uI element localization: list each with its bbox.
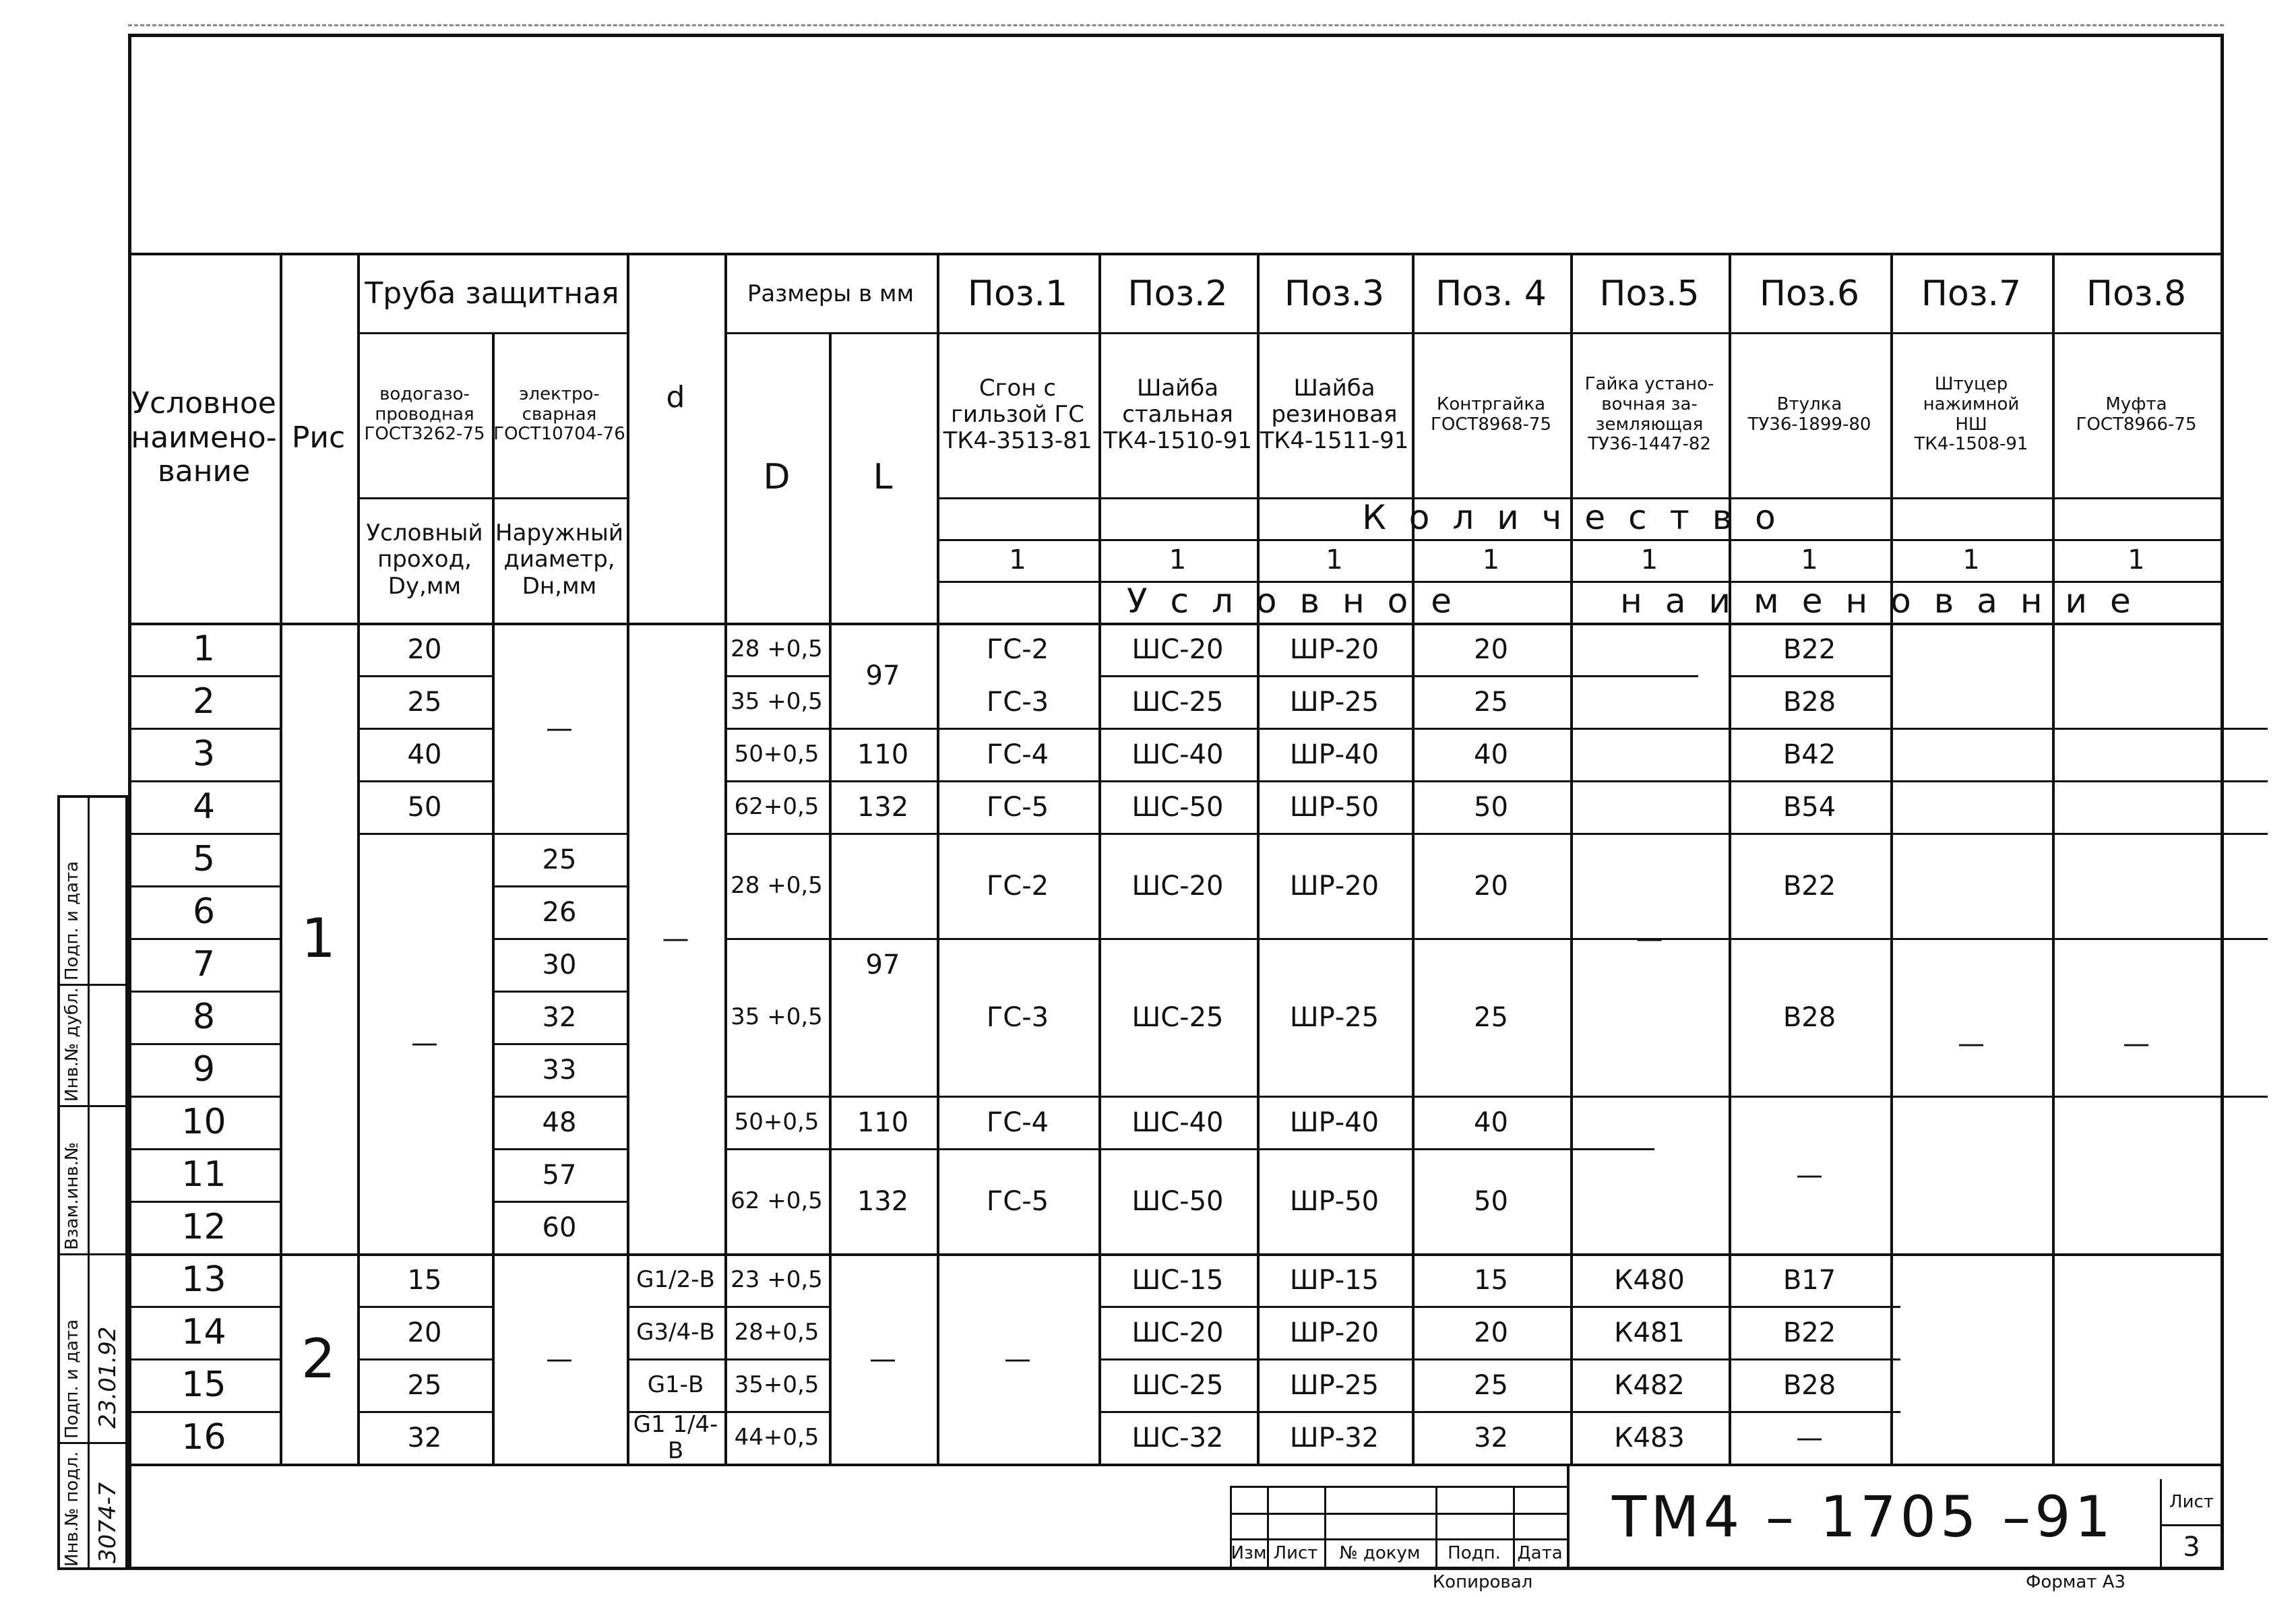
qty-4: 1 (1482, 544, 1500, 575)
row-name: 12 (181, 1207, 226, 1248)
pos4-cell: 20 (1474, 634, 1508, 665)
pos5-cell: К482 (1614, 1370, 1685, 1401)
pos4-cell: 40 (1474, 739, 1508, 770)
pipe-header: Труба защитная (365, 276, 619, 311)
pos2-cell: ШС-15 (1131, 1265, 1224, 1296)
pos2-cell: ШС-40 (1131, 1107, 1224, 1138)
pos-3-name: Шайба резиновая ТК4-1511-91 (1260, 374, 1409, 455)
pipe-b2-header: Наружный диаметр, Dн,мм (495, 520, 623, 600)
pos3-cell: ШР-40 (1289, 1107, 1379, 1138)
pos6-cell: В54 (1782, 792, 1836, 823)
pos3-cell: ШР-25 (1289, 1370, 1379, 1401)
pos-4-name: Контргайка ГОСТ8968-75 (1431, 394, 1551, 435)
pos5-cell: К483 (1614, 1422, 1685, 1453)
pos3-cell: ШР-20 (1289, 1317, 1379, 1348)
qty-6: 1 (1801, 544, 1818, 575)
pos-8-header: Поз.8 (2086, 273, 2187, 314)
sheet-number: 3 (2183, 1532, 2200, 1563)
pos6-cell: В22 (1782, 871, 1836, 902)
pos-7-name: Штуцер нажимной НШ ТК4-1508-91 (1914, 373, 2028, 455)
pos2-cell: ШС-25 (1131, 687, 1224, 718)
pos-1-header: Поз.1 (967, 273, 1068, 314)
pos6-dash: — (1796, 1422, 1823, 1453)
row-name: 3 (192, 734, 216, 775)
pos7-dash: — (1958, 1028, 1985, 1059)
pos1-cell: ГС-5 (986, 792, 1049, 823)
pos2-cell: ШС-40 (1131, 739, 1224, 770)
pos4-cell: 32 (1474, 1422, 1508, 1453)
ris-2: 2 (301, 1327, 336, 1390)
side-label-podp-data: Подп. и дата (62, 860, 82, 980)
d-cell: G3/4-В (636, 1319, 715, 1346)
pos2-cell: ШС-20 (1131, 1317, 1224, 1348)
top-dashed-line (128, 24, 2224, 26)
qty-5: 1 (1640, 544, 1658, 575)
pos-8-name: Муфта ГОСТ8966-75 (2076, 394, 2197, 435)
L-cell: 132 (857, 792, 909, 823)
row-name: 4 (192, 786, 216, 827)
side-label-vzam: Взам.инв.№ (62, 1142, 82, 1250)
d-cell: G1/2-В (636, 1266, 715, 1294)
pos4-cell: 40 (1474, 1107, 1508, 1138)
pos3-cell: ШР-50 (1289, 792, 1379, 823)
pos3-cell: ШР-40 (1289, 739, 1379, 770)
pos-2-name: Шайба стальная ТК4-1510-91 (1103, 374, 1252, 455)
pos-7-header: Поз.7 (1921, 273, 2022, 314)
side-label-inv-dubl: Инв.№ дубл. (62, 987, 82, 1102)
D-cell: 28 +0,5 (731, 872, 823, 900)
pos6-cell: В28 (1782, 1002, 1836, 1033)
pos-6-name: Втулка ТУ36-1899-80 (1747, 394, 1871, 435)
pos2-cell: ШС-50 (1131, 792, 1224, 823)
pos6-cell: В22 (1782, 1317, 1836, 1348)
D-cell: 50+0,5 (734, 1108, 819, 1136)
dy-cell: 20 (407, 1317, 442, 1348)
D-cell: 35 +0,5 (731, 688, 823, 716)
dy-cell: 32 (407, 1422, 442, 1453)
pos-6-header: Поз.6 (1759, 273, 1860, 314)
L-column-header: L (873, 456, 893, 497)
pos3-cell: ШР-50 (1289, 1186, 1379, 1217)
D-cell: 35+0,5 (734, 1371, 819, 1399)
row-name: 14 (181, 1312, 226, 1353)
row-name: 10 (181, 1102, 226, 1143)
row-name: 6 (192, 891, 216, 933)
pos3-cell: ШР-20 (1289, 871, 1379, 902)
table-top-line (128, 253, 2224, 255)
pos6-cell: В28 (1782, 1370, 1836, 1401)
pos4-cell: 50 (1474, 1186, 1508, 1217)
D-column-header: D (763, 456, 790, 497)
d-cell: G1 1/4-В (633, 1410, 718, 1464)
row-name: 9 (192, 1049, 216, 1090)
pipe-a2-header: Условный проход, Dу,мм (366, 520, 483, 600)
pos6-cell: В22 (1782, 634, 1836, 665)
dn-cell: 25 (542, 844, 577, 875)
row-name: 11 (181, 1154, 226, 1195)
row-name: 7 (192, 944, 216, 985)
side-sign-date: 23.01.92 (94, 1326, 121, 1429)
dims-header: Размеры в мм (747, 280, 914, 307)
pos-5-name: Гайка устано- вочная за- земляющая ТУ36-1447-82 (1584, 373, 1714, 455)
dn-cell: 26 (542, 897, 577, 928)
pos-3-header: Поз.3 (1284, 273, 1385, 314)
pipe-a-header: водогазо- проводная ГОСТ3262-75 (364, 383, 485, 445)
pos-4-header: Поз. 4 (1435, 273, 1547, 314)
pos6-dash: — (1796, 1160, 1823, 1191)
d-dash: — (662, 923, 689, 954)
L-dash: — (869, 1344, 896, 1375)
pos4-cell: 25 (1474, 687, 1508, 718)
D-cell: 62+0,5 (734, 793, 819, 821)
D-cell: 62 +0,5 (731, 1187, 823, 1215)
qty-1: 1 (1009, 544, 1026, 575)
dy-cell: 40 (407, 739, 442, 770)
side-inv-number: 3074-7 (94, 1482, 121, 1563)
pos3-cell: ШР-25 (1289, 687, 1379, 718)
row-name: 15 (181, 1365, 226, 1406)
qty-8: 1 (2128, 544, 2145, 575)
stamp-col-podp: Подп. (1448, 1543, 1501, 1564)
stamp-col-dokum: № докум (1339, 1543, 1421, 1564)
pos1-cell: ГС-5 (986, 1186, 1049, 1217)
pos3-cell: ШР-25 (1289, 1002, 1379, 1033)
pos2-cell: ШС-50 (1131, 1186, 1224, 1217)
D-cell: 50+0,5 (734, 741, 819, 768)
d-cell: G1-В (647, 1371, 704, 1399)
pos2-cell: ШС-32 (1131, 1422, 1224, 1453)
pos1-cell: ГС-2 (986, 634, 1049, 665)
dn-cell: 33 (542, 1055, 577, 1086)
D-cell: 28+0,5 (734, 1319, 819, 1346)
uslovnoe-label: Условное (1126, 582, 1475, 621)
naimenovanie-label: наименование (1620, 582, 2154, 621)
sheet-label: Лист (2169, 1492, 2214, 1513)
L-cell: 110 (857, 1107, 909, 1138)
side-label-podp-data-2: Подп. и дата (62, 1319, 82, 1439)
D-cell: 35 +0,5 (731, 1003, 823, 1031)
D-cell: 28 +0,5 (731, 635, 823, 663)
pos-2-header: Поз.2 (1127, 273, 1228, 314)
row-name: 5 (192, 839, 216, 880)
format-label: Формат А3 (2025, 1572, 2126, 1593)
pos3-cell: ШР-15 (1289, 1265, 1379, 1296)
row-name: 13 (181, 1259, 226, 1301)
dy-cell: 25 (407, 1370, 442, 1401)
pos2-cell: ШС-25 (1131, 1370, 1224, 1401)
dn-cell: 32 (542, 1002, 577, 1033)
stamp-col-list: Лист (1273, 1543, 1318, 1564)
pos3-cell: ШР-20 (1289, 634, 1379, 665)
pos4-cell: 20 (1474, 1317, 1508, 1348)
pos4-cell: 25 (1474, 1370, 1508, 1401)
pos-1-name: Сгон с гильзой ГС ТК4-3513-81 (943, 374, 1092, 455)
ris-column-header: Рис (291, 420, 346, 455)
pos1-cell: ГС-3 (986, 687, 1049, 718)
name-column-header: Условное наимено- вание (131, 386, 277, 489)
L-cell: 110 (857, 739, 909, 770)
D-cell: 44+0,5 (734, 1424, 819, 1451)
document-number: ТМ4 – 1705 –91 (1612, 1483, 2115, 1550)
stamp-col-data: Дата (1517, 1543, 1563, 1564)
dn-cell: 48 (542, 1107, 577, 1138)
pos4-cell: 20 (1474, 871, 1508, 902)
pos4-cell: 25 (1474, 1002, 1508, 1033)
ris-1: 1 (301, 907, 336, 970)
dy-dash: — (411, 1028, 438, 1059)
row-name: 16 (181, 1417, 226, 1458)
dn-cell: 30 (542, 949, 577, 980)
pos5-dash: — (1636, 923, 1663, 954)
qty-3: 1 (1326, 544, 1343, 575)
pos8-dash: — (2123, 1028, 2150, 1059)
side-label-inv-podl: Инв.№ подл. (62, 1451, 82, 1567)
pos6-cell: В17 (1782, 1265, 1836, 1296)
row-name: 1 (192, 629, 216, 670)
dy-cell: 50 (407, 792, 442, 823)
dn-dash: — (546, 713, 573, 744)
stamp-col-izm: Изм (1231, 1543, 1267, 1564)
qty-7: 1 (1962, 544, 1980, 575)
dn-cell: 60 (542, 1212, 577, 1243)
dy-cell: 15 (407, 1265, 442, 1296)
pos6-cell: В28 (1782, 687, 1836, 718)
L-cell: 97 (865, 949, 900, 980)
pos2-cell: ШС-20 (1131, 634, 1224, 665)
pos1-cell: ГС-4 (986, 739, 1049, 770)
kolichestvo-label: Количество (1362, 498, 1799, 538)
L-cell: 97 (865, 660, 900, 691)
pos1-cell: ГС-4 (986, 1107, 1049, 1138)
copied-label: Копировал (1432, 1572, 1533, 1593)
dn-dash: — (546, 1344, 573, 1375)
pipe-b-header: электро- сварная ГОСТ10704-76 (493, 383, 625, 445)
L-cell: 132 (857, 1186, 909, 1217)
pos5-cell: К481 (1614, 1317, 1685, 1348)
dy-cell: 25 (407, 687, 442, 718)
row-name: 8 (192, 997, 216, 1038)
row-name: 2 (192, 681, 216, 722)
pos4-cell: 15 (1474, 1265, 1508, 1296)
pos2-cell: ШС-25 (1131, 1002, 1224, 1033)
d-column-header: d (666, 379, 685, 414)
D-cell: 23 +0,5 (731, 1266, 823, 1294)
dy-cell: 20 (407, 634, 442, 665)
dn-cell: 57 (542, 1160, 577, 1191)
pos4-cell: 50 (1474, 792, 1508, 823)
pos1-cell: ГС-2 (986, 871, 1049, 902)
qty-2: 1 (1169, 544, 1187, 575)
pos1-cell: ГС-3 (986, 1002, 1049, 1033)
pos-5-header: Поз.5 (1599, 273, 1700, 314)
pos3-cell: ШР-32 (1289, 1422, 1379, 1453)
pos1-dash: — (1004, 1344, 1031, 1375)
pos2-cell: ШС-20 (1131, 871, 1224, 902)
pos6-cell: В42 (1782, 739, 1836, 770)
pos5-cell: К480 (1614, 1265, 1685, 1296)
